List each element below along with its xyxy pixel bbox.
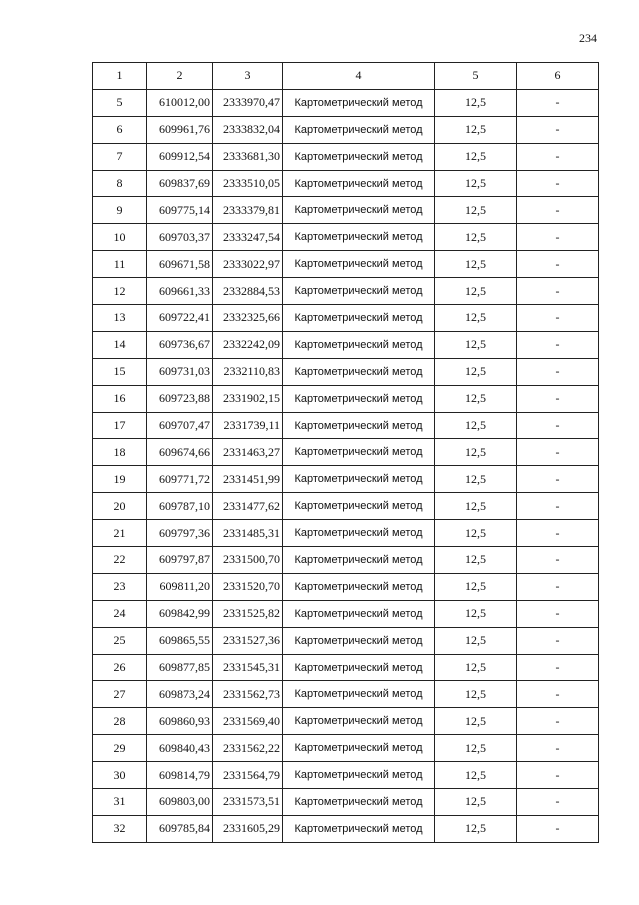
page-number: 234 xyxy=(579,31,597,45)
x-coordinate-cell: 609703,37 xyxy=(147,224,213,251)
point-number-cell: 22 xyxy=(93,547,147,574)
table-row xyxy=(93,735,599,762)
y-coordinate-cell: 2331527,36 xyxy=(213,627,283,654)
description-cell: - xyxy=(517,278,599,305)
method-cell: Картометрический метод xyxy=(283,681,435,708)
method-cell: Картометрический метод xyxy=(283,331,435,358)
table-row xyxy=(93,170,599,197)
column-header: 1 xyxy=(93,63,147,90)
description-cell: - xyxy=(517,708,599,735)
description-cell: - xyxy=(517,520,599,547)
y-coordinate-cell: 2331569,40 xyxy=(213,708,283,735)
point-number-cell: 28 xyxy=(93,708,147,735)
description-cell: - xyxy=(517,116,599,143)
accuracy-cell: 12,5 xyxy=(435,251,517,278)
description-cell: - xyxy=(517,439,599,466)
x-coordinate-cell: 609877,85 xyxy=(147,654,213,681)
y-coordinate-cell: 2333510,05 xyxy=(213,170,283,197)
accuracy-cell: 12,5 xyxy=(435,654,517,681)
y-coordinate-cell: 2331605,29 xyxy=(213,815,283,842)
x-coordinate-cell: 609803,00 xyxy=(147,789,213,816)
table-row xyxy=(93,573,599,600)
point-number-cell: 24 xyxy=(93,600,147,627)
point-number-cell: 30 xyxy=(93,762,147,789)
accuracy-cell: 12,5 xyxy=(435,331,517,358)
point-number-cell: 11 xyxy=(93,251,147,278)
description-cell: - xyxy=(517,412,599,439)
accuracy-cell: 12,5 xyxy=(435,385,517,412)
accuracy-cell: 12,5 xyxy=(435,789,517,816)
table-row xyxy=(93,89,599,116)
y-coordinate-cell: 2331902,15 xyxy=(213,385,283,412)
point-number-cell: 23 xyxy=(93,573,147,600)
description-cell: - xyxy=(517,762,599,789)
table-row xyxy=(93,815,599,842)
x-coordinate-cell: 609674,66 xyxy=(147,439,213,466)
x-coordinate-cell: 609873,24 xyxy=(147,681,213,708)
table-row xyxy=(93,143,599,170)
method-cell: Картометрический метод xyxy=(283,412,435,439)
point-number-cell: 31 xyxy=(93,789,147,816)
description-cell: - xyxy=(517,251,599,278)
description-cell: - xyxy=(517,89,599,116)
table-row xyxy=(93,708,599,735)
method-cell: Картометрический метод xyxy=(283,654,435,681)
description-cell: - xyxy=(517,385,599,412)
y-coordinate-cell: 2332884,53 xyxy=(213,278,283,305)
description-cell: - xyxy=(517,305,599,332)
point-number-cell: 21 xyxy=(93,520,147,547)
accuracy-cell: 12,5 xyxy=(435,520,517,547)
coordinates-table xyxy=(92,62,599,843)
method-cell: Картометрический метод xyxy=(283,89,435,116)
method-cell: Картометрический метод xyxy=(283,358,435,385)
description-cell: - xyxy=(517,143,599,170)
column-header: 2 xyxy=(147,63,213,90)
accuracy-cell: 12,5 xyxy=(435,224,517,251)
table-row xyxy=(93,197,599,224)
method-cell: Картометрический метод xyxy=(283,305,435,332)
table-row xyxy=(93,466,599,493)
table-row xyxy=(93,331,599,358)
description-cell: - xyxy=(517,681,599,708)
point-number-cell: 25 xyxy=(93,627,147,654)
point-number-cell: 6 xyxy=(93,116,147,143)
method-cell: Картометрический метод xyxy=(283,197,435,224)
point-number-cell: 20 xyxy=(93,493,147,520)
point-number-cell: 9 xyxy=(93,197,147,224)
y-coordinate-cell: 2331739,11 xyxy=(213,412,283,439)
x-coordinate-cell: 609775,14 xyxy=(147,197,213,224)
method-cell: Картометрический метод xyxy=(283,600,435,627)
table-row xyxy=(93,547,599,574)
x-coordinate-cell: 609736,67 xyxy=(147,331,213,358)
method-cell: Картометрический метод xyxy=(283,170,435,197)
table-row xyxy=(93,520,599,547)
x-coordinate-cell: 609811,20 xyxy=(147,573,213,600)
x-coordinate-cell: 609661,33 xyxy=(147,278,213,305)
point-number-cell: 14 xyxy=(93,331,147,358)
x-coordinate-cell: 609842,99 xyxy=(147,600,213,627)
point-number-cell: 19 xyxy=(93,466,147,493)
table-row xyxy=(93,385,599,412)
x-coordinate-cell: 609860,93 xyxy=(147,708,213,735)
y-coordinate-cell: 2331562,22 xyxy=(213,735,283,762)
description-cell: - xyxy=(517,170,599,197)
description-cell: - xyxy=(517,466,599,493)
y-coordinate-cell: 2333379,81 xyxy=(213,197,283,224)
table-row xyxy=(93,789,599,816)
x-coordinate-cell: 609837,69 xyxy=(147,170,213,197)
table-row xyxy=(93,627,599,654)
accuracy-cell: 12,5 xyxy=(435,439,517,466)
y-coordinate-cell: 2331477,62 xyxy=(213,493,283,520)
coordinates-table-container xyxy=(92,62,598,843)
x-coordinate-cell: 609731,03 xyxy=(147,358,213,385)
point-number-cell: 18 xyxy=(93,439,147,466)
method-cell: Картометрический метод xyxy=(283,708,435,735)
point-number-cell: 29 xyxy=(93,735,147,762)
column-header: 4 xyxy=(283,63,435,90)
description-cell: - xyxy=(517,627,599,654)
description-cell: - xyxy=(517,331,599,358)
table-row xyxy=(93,439,599,466)
table-row xyxy=(93,600,599,627)
x-coordinate-cell: 609722,41 xyxy=(147,305,213,332)
point-number-cell: 8 xyxy=(93,170,147,197)
y-coordinate-cell: 2331463,27 xyxy=(213,439,283,466)
method-cell: Картометрический метод xyxy=(283,278,435,305)
table-row xyxy=(93,762,599,789)
y-coordinate-cell: 2331564,79 xyxy=(213,762,283,789)
method-cell: Картометрический метод xyxy=(283,385,435,412)
y-coordinate-cell: 2332242,09 xyxy=(213,331,283,358)
table-row xyxy=(93,681,599,708)
method-cell: Картометрический метод xyxy=(283,143,435,170)
y-coordinate-cell: 2333247,54 xyxy=(213,224,283,251)
method-cell: Картометрический метод xyxy=(283,520,435,547)
x-coordinate-cell: 609814,79 xyxy=(147,762,213,789)
accuracy-cell: 12,5 xyxy=(435,412,517,439)
x-coordinate-cell: 609723,88 xyxy=(147,385,213,412)
accuracy-cell: 12,5 xyxy=(435,708,517,735)
y-coordinate-cell: 2331562,73 xyxy=(213,681,283,708)
x-coordinate-cell: 609840,43 xyxy=(147,735,213,762)
accuracy-cell: 12,5 xyxy=(435,627,517,654)
x-coordinate-cell: 609787,10 xyxy=(147,493,213,520)
x-coordinate-cell: 609671,58 xyxy=(147,251,213,278)
table-row xyxy=(93,305,599,332)
accuracy-cell: 12,5 xyxy=(435,197,517,224)
method-cell: Картометрический метод xyxy=(283,627,435,654)
description-cell: - xyxy=(517,815,599,842)
point-number-cell: 26 xyxy=(93,654,147,681)
description-cell: - xyxy=(517,600,599,627)
point-number-cell: 15 xyxy=(93,358,147,385)
accuracy-cell: 12,5 xyxy=(435,170,517,197)
point-number-cell: 12 xyxy=(93,278,147,305)
x-coordinate-cell: 609961,76 xyxy=(147,116,213,143)
y-coordinate-cell: 2331451,99 xyxy=(213,466,283,493)
y-coordinate-cell: 2332110,83 xyxy=(213,358,283,385)
method-cell: Картометрический метод xyxy=(283,224,435,251)
column-header: 6 xyxy=(517,63,599,90)
y-coordinate-cell: 2331545,31 xyxy=(213,654,283,681)
y-coordinate-cell: 2333970,47 xyxy=(213,89,283,116)
y-coordinate-cell: 2331500,70 xyxy=(213,547,283,574)
accuracy-cell: 12,5 xyxy=(435,762,517,789)
y-coordinate-cell: 2331525,82 xyxy=(213,600,283,627)
description-cell: - xyxy=(517,547,599,574)
y-coordinate-cell: 2333022,97 xyxy=(213,251,283,278)
column-header: 3 xyxy=(213,63,283,90)
description-cell: - xyxy=(517,224,599,251)
accuracy-cell: 12,5 xyxy=(435,600,517,627)
column-header: 5 xyxy=(435,63,517,90)
method-cell: Картометрический метод xyxy=(283,762,435,789)
y-coordinate-cell: 2331485,31 xyxy=(213,520,283,547)
description-cell: - xyxy=(517,573,599,600)
x-coordinate-cell: 609771,72 xyxy=(147,466,213,493)
point-number-cell: 7 xyxy=(93,143,147,170)
method-cell: Картометрический метод xyxy=(283,815,435,842)
y-coordinate-cell: 2333832,04 xyxy=(213,116,283,143)
x-coordinate-cell: 609797,36 xyxy=(147,520,213,547)
x-coordinate-cell: 609865,55 xyxy=(147,627,213,654)
description-cell: - xyxy=(517,358,599,385)
description-cell: - xyxy=(517,197,599,224)
description-cell: - xyxy=(517,493,599,520)
method-cell: Картометрический метод xyxy=(283,573,435,600)
method-cell: Картометрический метод xyxy=(283,439,435,466)
accuracy-cell: 12,5 xyxy=(435,116,517,143)
description-cell: - xyxy=(517,654,599,681)
table-header-row xyxy=(93,63,599,90)
table-body xyxy=(93,89,599,842)
x-coordinate-cell: 609785,84 xyxy=(147,815,213,842)
accuracy-cell: 12,5 xyxy=(435,358,517,385)
point-number-cell: 13 xyxy=(93,305,147,332)
method-cell: Картометрический метод xyxy=(283,251,435,278)
accuracy-cell: 12,5 xyxy=(435,573,517,600)
table-row xyxy=(93,278,599,305)
table-row xyxy=(93,251,599,278)
table-row xyxy=(93,358,599,385)
y-coordinate-cell: 2332325,66 xyxy=(213,305,283,332)
method-cell: Картометрический метод xyxy=(283,735,435,762)
description-cell: - xyxy=(517,735,599,762)
accuracy-cell: 12,5 xyxy=(435,681,517,708)
point-number-cell: 5 xyxy=(93,89,147,116)
x-coordinate-cell: 609707,47 xyxy=(147,412,213,439)
accuracy-cell: 12,5 xyxy=(435,493,517,520)
y-coordinate-cell: 2331573,51 xyxy=(213,789,283,816)
method-cell: Картометрический метод xyxy=(283,116,435,143)
x-coordinate-cell: 609912,54 xyxy=(147,143,213,170)
accuracy-cell: 12,5 xyxy=(435,278,517,305)
point-number-cell: 10 xyxy=(93,224,147,251)
point-number-cell: 17 xyxy=(93,412,147,439)
point-number-cell: 27 xyxy=(93,681,147,708)
table-row xyxy=(93,412,599,439)
method-cell: Картометрический метод xyxy=(283,493,435,520)
accuracy-cell: 12,5 xyxy=(435,143,517,170)
accuracy-cell: 12,5 xyxy=(435,815,517,842)
y-coordinate-cell: 2333681,30 xyxy=(213,143,283,170)
x-coordinate-cell: 609797,87 xyxy=(147,547,213,574)
table-row xyxy=(93,116,599,143)
accuracy-cell: 12,5 xyxy=(435,466,517,493)
y-coordinate-cell: 2331520,70 xyxy=(213,573,283,600)
accuracy-cell: 12,5 xyxy=(435,735,517,762)
point-number-cell: 32 xyxy=(93,815,147,842)
description-cell: - xyxy=(517,789,599,816)
method-cell: Картометрический метод xyxy=(283,466,435,493)
table-row xyxy=(93,654,599,681)
method-cell: Картометрический метод xyxy=(283,789,435,816)
accuracy-cell: 12,5 xyxy=(435,305,517,332)
table-row xyxy=(93,224,599,251)
point-number-cell: 16 xyxy=(93,385,147,412)
method-cell: Картометрический метод xyxy=(283,547,435,574)
x-coordinate-cell: 610012,00 xyxy=(147,89,213,116)
table-row xyxy=(93,493,599,520)
accuracy-cell: 12,5 xyxy=(435,89,517,116)
accuracy-cell: 12,5 xyxy=(435,547,517,574)
